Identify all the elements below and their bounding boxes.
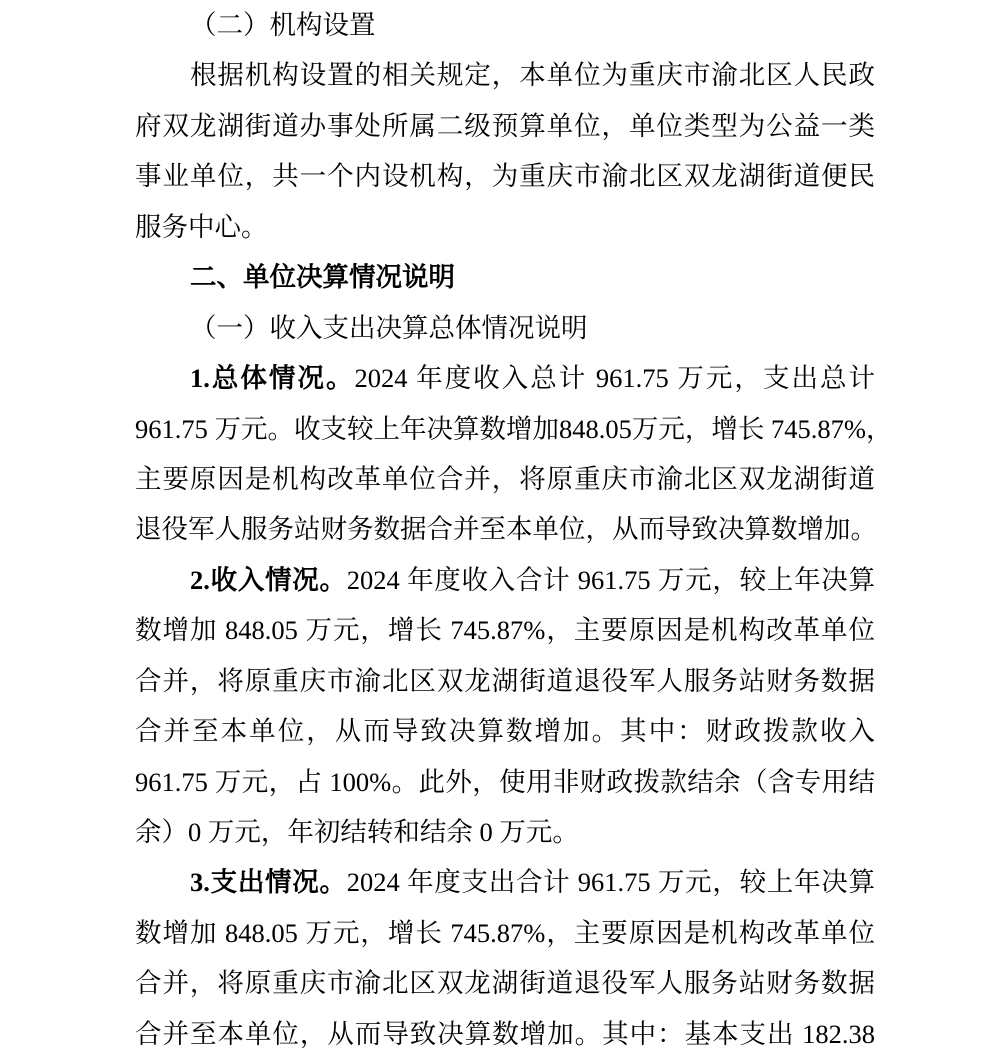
income-paragraph-first-line [135,555,875,605]
income-line: 961.75 万元，占 100%。此外，使用非财政拨款结余（含专用结 [135,766,875,797]
overall-paragraph-first-line [135,353,875,403]
expense-first-line-text: 2024 年度支出合计 961.75 万元，较上年决算 [346,867,876,898]
overall-line: 退役军人服务站财务数据合并至本单位，从而导致决算数增加。 [135,514,877,545]
expense-line: 合并至本单位，从而导致决算数增加。其中：基本支出 182.38 [135,1018,875,1049]
income-line: 合并至本单位，从而导致决算数增加。其中：财政拨款收入 [135,716,875,747]
income-line: 合并，将原重庆市渝北区双龙湖街道退役军人服务站财务数据 [135,665,875,696]
expense-line: 数增加 848.05 万元，增长 745.87%，主要原因是机构改革单位 [135,917,875,948]
expense-lead: 3.支出情况。 [190,867,347,898]
org-setup-heading: （二）机构设置 [190,10,376,40]
org-setup-line: 根据机构设置的相关规定，本单位为重庆市渝北区人民政 [190,60,875,91]
org-setup-line: 府双龙湖街道办事处所属二级预算单位，单位类型为公益一类 [135,110,875,141]
overall-line: 主要原因是机构改革单位合并，将原重庆市渝北区双龙湖街道 [135,463,875,494]
income-first-line-text: 2024 年度收入合计 961.75 万元，较上年决算 [346,564,876,595]
expense-line: 合并，将原重庆市渝北区双龙湖街道退役军人服务站财务数据 [135,968,875,999]
overall-first-line-text: 2024 年度收入总计 961.75 万元，支出总计 [354,363,876,394]
income-lead: 2.收入情况。 [190,564,347,595]
income-line: 数增加 848.05 万元，增长 745.87%，主要原因是机构改革单位 [135,615,875,646]
overall-line: 961.75 万元。收支较上年决算数增加848.05万元，增长 745.87%， [135,413,893,444]
expense-paragraph-first-line [135,857,875,907]
org-setup-line: 事业单位，共一个内设机构，为重庆市渝北区双龙湖街道便民 [135,161,875,192]
document-body [135,0,893,1056]
overall-lead: 1.总体情况。 [190,363,355,394]
section-two-heading: 二、单位决算情况说明 [190,262,455,293]
org-setup-line: 服务中心。 [135,211,268,242]
income-line: 余）0 万元，年初结转和结余 0 万元。 [135,817,579,847]
section-two-subheading: （一）收入支出决算总体情况说明 [190,312,588,343]
